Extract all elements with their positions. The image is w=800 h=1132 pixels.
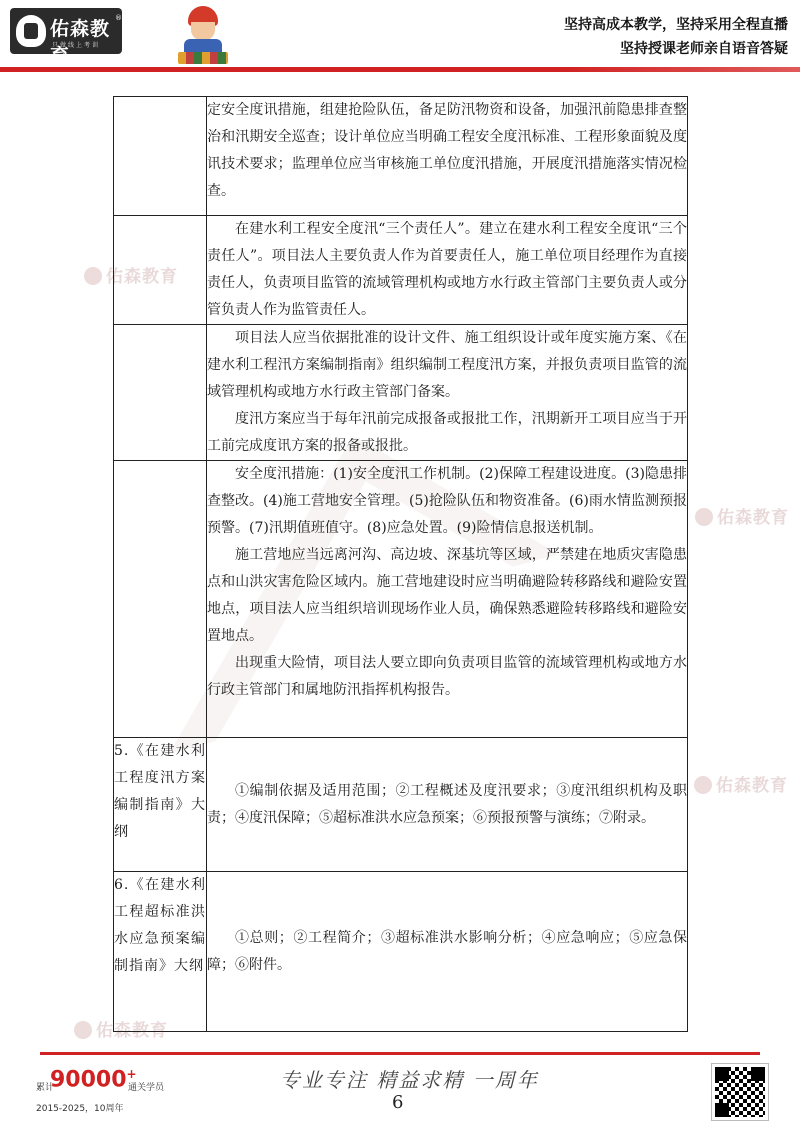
watermark-right-lower: 佑森教育: [694, 771, 788, 796]
table-row: [114, 872, 688, 1032]
table-row: [114, 738, 688, 872]
page-number: 6: [392, 1092, 404, 1113]
table-row: [114, 97, 688, 216]
table-content-cell: [207, 216, 688, 325]
paragraph: 定安全度讯措施，组建抢险队伍，备足防汛物资和设备，加强汛前隐患排查整治和汛期安全巡查；设计单位应当明确工程安全度汛标准、工程形象面貌及度讯技术要求；监理单位应当审核施工单位度汛措施，开展度汛措施落实情况检查。: [207, 102, 687, 199]
stat-number-value: 90000: [50, 1067, 127, 1093]
table-row: [114, 325, 688, 461]
stat-prefix: 累计: [36, 1083, 55, 1093]
table-content-cell: [207, 97, 688, 216]
qr-code-icon: [712, 1064, 768, 1120]
table-label-cell-empty: [114, 461, 207, 738]
stat-plus: +: [126, 1067, 137, 1081]
slogan-line-1: 坚持高成本教学，坚持采用全程直播: [564, 17, 788, 33]
paragraph: ①总则；②工程简介；③超标准洪水影响分析；④应急响应；⑤应急保障；⑥附件。: [207, 929, 687, 973]
paragraph: 项目法人应当依据批准的设计文件、施工组织设计或年度实施方案、《在建水利工程汛方案编制指南》组织编制工程度汛方案，并报负责项目监管的流域管理机构或地方水行政主管部门备案。: [207, 330, 687, 400]
table-label-cell-empty: [114, 325, 207, 461]
slogan-line-2: 坚持授课老师亲自语音答疑: [620, 41, 788, 57]
handwritten-slogan: 专业专注 精益求精 一周年: [280, 1068, 539, 1092]
table-label-cell: 5.《在建水利工程度汛方案编制指南》大纲: [114, 738, 207, 872]
paragraph: 安全度汛措施：(1)安全度汛工作机制。(2)保障工程建设进度。(3)隐患排查整改。(4)施工营地安全管理。(5)抢险队伍和物资准备。(6)雨水情监测预报预警。(7)汛期值班值守。(8)应急处置。(9)险情信息报送机制。: [207, 466, 687, 536]
logo-name: 佑森教育: [50, 18, 111, 67]
logo-emblem-icon: [16, 15, 46, 47]
logo-registered-mark: ®: [115, 14, 122, 22]
table-content-cell: [207, 325, 688, 461]
watermark-left-bottom: 佑森教育: [74, 1016, 168, 1041]
brand-logo: [10, 8, 122, 67]
paragraph: 度汛方案应当于每年汛前完成报备或报批工作，汛期新开工项目应当于开工前完成度讯方案的报备或报批。: [207, 411, 687, 454]
stat-years: 2015-2025，10周年: [36, 1104, 124, 1114]
mascot-icon: [178, 6, 230, 66]
table-row: [114, 216, 688, 325]
stat-suffix: 通关学员: [128, 1083, 165, 1093]
footer-divider: [40, 1052, 760, 1055]
watermark-left-top: 佑森教育: [84, 262, 178, 287]
table-content-cell: [207, 461, 688, 738]
table-label-cell: 6.《在建水利工程超标准洪水应急预案编制指南》大纲: [114, 872, 207, 1032]
table-content-cell: [207, 872, 688, 1032]
table-content-cell: [207, 738, 688, 872]
paragraph: ①编制依据及适用范围；②工程概述及度汛要求；③度汛组织机构及职责；④度汛保障；⑤超标准洪水应急预案；⑥预报预警与演练；⑦附录。: [207, 782, 687, 826]
page-header: [0, 0, 800, 74]
table-label-cell-empty: [114, 97, 207, 216]
content-table: [113, 96, 688, 1032]
table-label-cell-empty: [114, 216, 207, 325]
table-row: [114, 461, 688, 738]
paragraph: 在建水利工程安全度汛“三个责任人”。建立在建水利工程安全度讯“三个责任人”。项目法人主要负责人作为首要责任人，施工单位项目经理作为直接责任人，负责项目监管的流域管理机构或地方水行政主管部门主要负责人或分管负责人作为监管责任人。: [207, 221, 687, 318]
watermark-right: 佑森教育: [695, 503, 789, 528]
paragraph: 出现重大险情，项目法人要立即向负责项目监管的流域管理机构或地方水行政主管部门和属地防汛指挥机构报告。: [207, 655, 687, 698]
logo-subtitle: 只做线上考训: [52, 42, 101, 49]
stat-number: [50, 1067, 137, 1092]
paragraph: 施工营地应当远离河沟、高边坡、深基坑等区域，严禁建在地质灾害隐患点和山洪灾害危险区域内。施工营地建设时应当明确避险转移路线和避险安置地点，项目法人应当组织培训现场作业人员，确保熟悉避险转移路线和避险安置地点。: [207, 547, 687, 644]
header-divider: [0, 67, 800, 72]
